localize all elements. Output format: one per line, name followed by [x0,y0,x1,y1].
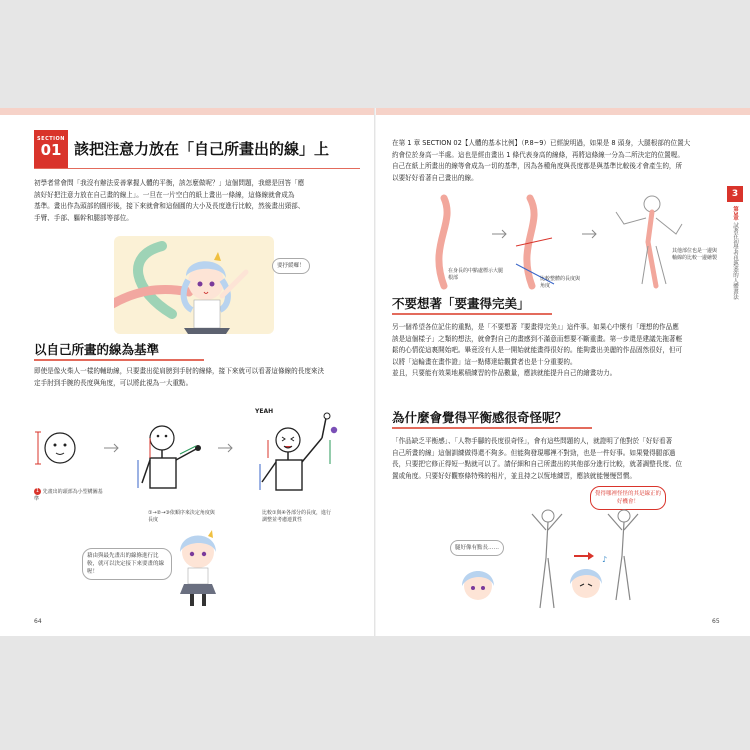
bottom-speech-bubble: 藉由與最先畫出的線條進行比較，就可以決定接下來要畫的線喔！ [82,548,172,580]
subheading-underline [34,359,204,361]
left-intro-line: 手臂、手部、軀幹和腿部等部位。 [34,213,133,222]
diagram-caption-1: 在身長的中點處標示大腿根部 [448,268,504,281]
anime-illustration [114,236,274,334]
right-intro-line: 以要好好看著自己畫出的線。 [392,173,478,182]
balance-line: 置或角度。只要好好觀察條特殊的相片，並且持之以恆地練習，應該就能慢慢習慣。 [392,471,636,480]
section-number: 01 [40,141,62,159]
caption-3: 比較①與④各部分的長度，進行調整並考慮連貫性 [262,510,331,523]
heading-balance: 為什麼會覺得平衡感很奇怪呢？ [392,410,568,425]
left-page-number: 64 [34,618,42,625]
svg-text:♪: ♪ [602,555,608,564]
balance-line: 長，只要把它修正得短一點就可以了。請仔細和自己所畫出的其他部分進行比較，就著調整長度、位 [392,460,683,469]
left-intro-line: 該好好把注意力放在自己畫的線上」。一旦在一片空白的紙上畫出一條線，這條線就會成為 [34,190,295,199]
chibi-character [168,530,228,610]
caption-1: 1 先畫出的頭部為小型構圖基準 [34,488,103,502]
left-intro [34,178,364,224]
caption-1-text: 先畫出的頭部為小型構圖基準 [34,489,103,502]
balance-line: 自己所畫的線」這個訓練做得還不夠多。但能夠發現哪裡不對勁，也是一件好事。如果覺得腿部過 [392,448,676,457]
left-speech-bubble: 腿好像有點長…… [450,540,504,556]
balance-body [392,436,722,482]
left-sub-body [34,366,364,389]
right-intro-line: 在第 1 章 SECTION 02【人體的基本比例】（P.8~9）已經說明過，如果是 8 頭身，大腿根部的位置大 [392,139,691,147]
diagram-caption-3: 其他部位也是一邊與軸線的比較一邊繪製 [672,248,718,261]
caption-2: ①→②→③依順序來決定角度與長度 [148,510,215,523]
right-intro [392,138,722,184]
perfect-line: 鬆的心情從這裏開始吧。畢竟沒有人是一開始就能畫得很好的。能夠畫出美麗的作品固然很好，但可 [392,346,683,355]
perfect-line: 該是這個樣子」之類的想法，就會對自己的畫感到不滿意而想要不斷重畫。第一步還是建議先拖著輕 [392,334,683,343]
chapter-tab-text [731,206,739,300]
heading-perfect: 不要想著「要畫得完美」 [392,296,530,311]
left-subheading: 以自己所畫的線為基準 [34,342,160,357]
right-intro-line: 約會位於身高一半處。這也是經由畫出 1 條代表身高的線條，再將這條線一分為二所決定的位置喔。 [392,150,684,159]
page-gutter [374,108,376,636]
balance-illustration [456,508,676,618]
left-sub-line: 即使是像火柴人一樣的輔助線，只要畫出從肩膀到手肘的線條，接下來就可以看著這條線的長度來決 [34,367,325,375]
right-intro-line: 自己在紙上所畫出的線等會成為一切的基準，因為各種角度與長度都是與基準比較後才會產生的，所 [392,162,683,171]
title-rule [34,168,360,169]
left-title: 該把注意力放在「自己所畫出的線」上 [74,140,330,158]
chapter-tab-number: 3 [727,186,743,202]
left-intro-line: 基準。畫出作為頭部的圓形後，接下來就會和這個圓的大小及長度進行比較，然後畫出頸部、 [34,202,305,211]
red-speech-bubble: 覺得哪裡怪怪的其是線正的好機會！ [590,486,666,510]
chapter-tab-label: 第3章 [732,206,738,221]
yeah-label: YEAH [255,408,274,415]
left-intro-line: 初學者常會問「我沒有辦法妥善掌握人體的平衡，該怎麼做呢？」這個問題，我總是回答「應 [34,179,305,187]
balance-line: 「作品缺乏平衡感」、「人物手腳的長度很奇怪」，會有這些問題的人，就證明了他對於「好好看著 [392,437,673,445]
illustration-speech-bubble: 要抒緩囉！ [272,258,310,274]
left-sub-line: 定手肘到手腕的長度與角度，可以將此視為一大重點。 [34,378,193,387]
section-badge [34,130,68,168]
perfect-body [392,322,722,380]
heading-balance-underline [392,427,592,429]
chapter-tab-title: 試著在初學者也熟悉的人體畫法 [732,222,738,300]
right-page-number: 65 [712,618,720,625]
heading-perfect-underline [392,313,552,315]
perfect-line: 另一個希望各位記住的重點，是「不要想著『要畫得完美』」這件事。如果心中懷有「理想的作品應 [392,323,679,331]
perfect-line: 並且，只要能有效果地累積練習的作品數量，應該就能提升自己的繪畫功力。 [392,369,617,378]
perfect-line: 以將「這輪畫在畫作證」這一點傳達給觀賞者也是十分重要的。 [392,357,577,366]
illustration-graphic [114,236,274,334]
section-label: SECTION [37,136,65,142]
diagram-caption-2: 比較整體的長度與角度 [540,276,581,289]
